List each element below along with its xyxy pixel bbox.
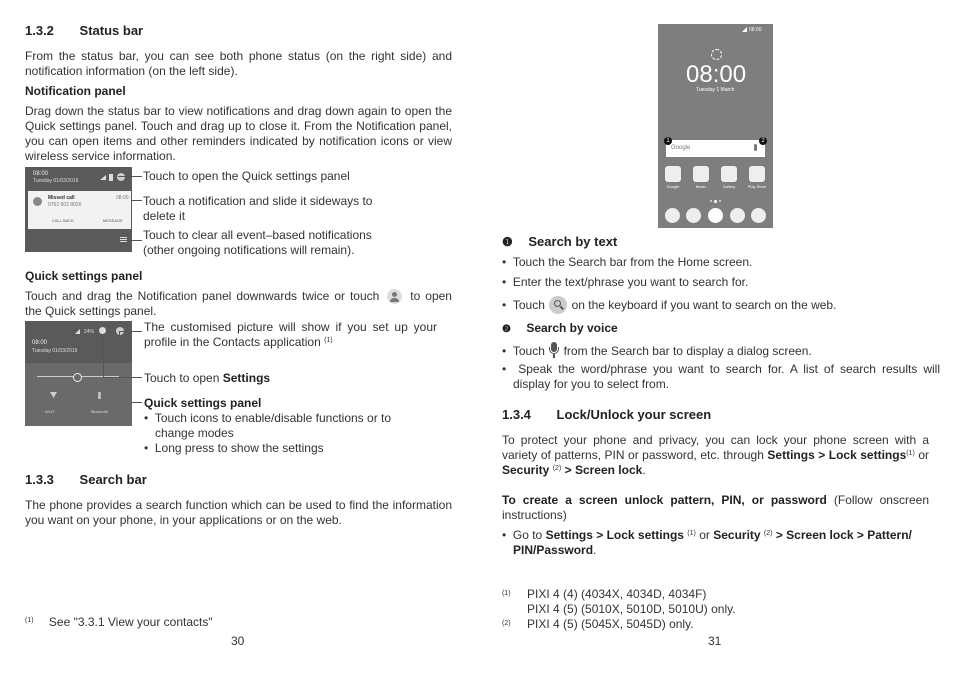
section-number: 1.3.2 <box>25 23 54 38</box>
footnote-ref: (1) <box>324 337 333 344</box>
gallery-app-icon[interactable] <box>721 166 737 182</box>
section-number: 1.3.4 <box>502 407 531 422</box>
section-number: 1.3.3 <box>25 472 54 487</box>
qs-bullet-1: • Touch icons to enable/disable functions or to change modes <box>144 411 392 440</box>
qs-text-after: to open the Quick settings panel. <box>25 289 452 318</box>
callout-line <box>126 240 142 241</box>
quick-settings-screenshot <box>25 321 132 426</box>
callout-profile-text: The customised picture will show if you set up your profile in the Contacts application <box>144 320 437 349</box>
search-by-voice-title: Search by voice <box>526 321 618 335</box>
footnote-mark: (2) <box>502 620 511 627</box>
clear-all-icon <box>120 237 127 238</box>
callout-line <box>118 176 142 177</box>
qs-text-before: Touch and drag the Notification panel downwards twice or touch <box>25 289 380 303</box>
microphone-icon[interactable] <box>754 144 757 151</box>
footnote-right-1 <box>502 587 802 617</box>
app-label: Gallery <box>722 184 736 189</box>
search-bar-text: The phone provides a search function which can be used to find the information you want on your phone, in your applications or on the web. <box>25 498 452 527</box>
callout-line <box>103 337 104 378</box>
lock-goto-bullet: • Go to Settings > Lock settings $^{(1)}$ or Security $^{(2)}$ > Screen lock > Pattern/ PIN/Password. <box>502 528 912 557</box>
search-text-bullet-2: • Enter the text/phrase you want to search for. <box>502 275 749 289</box>
screenshot-time: 08:00 <box>32 340 48 346</box>
section-heading-status-bar <box>25 23 143 38</box>
qs-tiles <box>25 363 132 426</box>
missed-call-time: 08:00 <box>116 195 129 201</box>
callout-settings-prefix: Touch to open <box>144 371 220 385</box>
callout-slide-notification: Touch a notification and slide it sideways to delete it <box>143 194 373 223</box>
microphone-icon <box>548 342 560 359</box>
page-indicator <box>710 200 722 203</box>
battery-icon <box>109 174 113 181</box>
search-by-text-heading <box>502 234 617 250</box>
quick-settings-heading: Quick settings panel <box>25 269 143 283</box>
section-title: Search bar <box>79 472 147 487</box>
callout-line <box>132 402 142 403</box>
notification-panel-screenshot <box>25 167 132 252</box>
weather-sun-icon <box>711 49 722 60</box>
screenshot-date: Tuesday 01/03/2016 <box>33 178 79 184</box>
search-voice-bullet-2: • Speak the word/phrase you want to search for. A list of search results will display for you to select from. <box>502 362 941 391</box>
marker-2: ❷ <box>502 324 511 335</box>
dock-messages-icon[interactable] <box>686 208 701 223</box>
signal-icon <box>742 27 747 32</box>
phone-home-screenshot <box>658 24 773 228</box>
section-heading-lock <box>502 407 711 422</box>
signal-icon <box>75 329 80 334</box>
dock-camera-icon[interactable] <box>730 208 745 223</box>
callout-profile-picture <box>144 320 437 350</box>
section-heading-search-bar <box>25 472 147 487</box>
search-icon <box>549 296 567 314</box>
search-text-bullet-1: • Touch the Search bar from the Home screen. <box>502 255 753 269</box>
profile-icon <box>117 173 125 181</box>
bluetooth-label: Bluetooth <box>91 409 108 414</box>
music-app-icon[interactable] <box>693 166 709 182</box>
phone-icon <box>33 197 42 206</box>
search-voice-bullet-1: • Touch from the Search bar to display a dialog screen. <box>502 344 812 358</box>
callout-quick-settings: Touch to open the Quick settings panel <box>143 169 350 183</box>
app-label: Play Store <box>747 184 767 189</box>
message-button: MESSAGE <box>103 218 123 223</box>
call-back-button: CALL BACK <box>52 218 74 223</box>
footnote-left <box>25 615 213 630</box>
qs-bullet-2: • Long press to show the settings <box>144 441 324 455</box>
phone-status-time: 08:00 <box>749 27 762 33</box>
footnote-line: PIXI 4 (5) (5010X, 5010D, 5010U) only. <box>527 602 736 616</box>
quick-settings-text <box>25 289 452 319</box>
callout-line <box>103 377 142 378</box>
callout-clear-all: Touch to clear all event–based notifications (other ongoing notifications will remain). <box>143 228 372 257</box>
status-bar-intro: From the status bar, you can see both phone status (on the right side) and notification information (on the left side). <box>25 49 452 78</box>
play-store-app-icon[interactable] <box>749 166 765 182</box>
dock-phone-icon[interactable] <box>665 208 680 223</box>
section-title: Status bar <box>79 23 144 38</box>
footnote-text: See "3.3.1 View your contacts" <box>48 615 213 629</box>
footnote-right-2 <box>502 617 802 632</box>
app-label: Google <box>666 184 680 189</box>
section-title: Lock/Unlock your screen <box>556 407 712 422</box>
footnote-mark: (1) <box>25 617 34 624</box>
marker-1: 1 <box>664 137 672 145</box>
page-number-right: 31 <box>708 634 722 648</box>
callout-line <box>131 200 142 201</box>
marker-2: 2 <box>759 137 767 145</box>
signal-icon <box>100 175 106 180</box>
missed-call-number: 0752 602 8026 <box>48 202 82 208</box>
screenshot-time: 08:00 <box>33 171 49 177</box>
notification-panel-text: Drag down the status bar to view notifications and drag down again to open the Quick settings panel. Touch and drag up to close it. From the Notification panel, you can open items and other reminders indicated by notification icons or view wireless service information. <box>25 104 452 163</box>
google-search-bar[interactable] <box>666 140 765 157</box>
search-text-bullet-3: • Touch on the keyboard if you want to search on the web. <box>502 298 837 312</box>
missed-call-title: Missed call <box>48 195 75 201</box>
screenshot-date: Tuesday 01/03/2016 <box>32 348 78 354</box>
settings-gear-icon <box>99 327 106 334</box>
google-logo: Google <box>671 145 691 151</box>
footnote-line: PIXI 4 (5) (5045X, 5045D) only. <box>527 617 694 631</box>
battery-level: 24% <box>84 329 95 335</box>
missed-call-card <box>28 191 131 229</box>
bluetooth-icon <box>98 392 101 399</box>
callout-line <box>119 331 142 332</box>
phone-clock: 08:00 <box>686 61 747 88</box>
notification-panel-heading: Notification panel <box>25 84 126 98</box>
wifi-icon <box>50 392 57 398</box>
app-label: Music <box>695 184 707 189</box>
callout-open-settings <box>144 371 270 386</box>
dock-browser-icon[interactable] <box>751 208 766 223</box>
google-app-icon[interactable] <box>665 166 681 182</box>
dock-app-drawer-icon[interactable] <box>708 208 723 223</box>
lock-intro: To protect your phone and privacy, you can lock your phone screen with a variety of patterns, PIN or password, etc. through Settings > Lock settings$^{(1)}$ or Security $^{(2)}$ > Screen lock. <box>502 433 929 477</box>
search-by-voice-heading <box>502 321 618 337</box>
phone-date: Tuesday 1 March <box>696 87 735 93</box>
search-by-text-title: Search by text <box>528 234 618 249</box>
wifi-label: Wi-Fi <box>45 409 55 414</box>
footnote-mark: (1) <box>502 590 511 597</box>
footnote-line: PIXI 4 (4) (4034X, 4034D, 4034F) <box>527 587 707 601</box>
qs-panel-heading: Quick settings panel <box>144 396 262 410</box>
callout-line <box>119 331 120 339</box>
callout-settings-bold: Settings <box>222 371 271 385</box>
page-number-left: 30 <box>231 634 245 648</box>
profile-icon <box>387 289 402 304</box>
marker-1: ❶ <box>502 235 513 249</box>
lock-create-instructions: To create a screen unlock pattern, PIN, or password (Follow onscreen instructions) <box>502 493 930 522</box>
brightness-icon <box>73 373 82 382</box>
